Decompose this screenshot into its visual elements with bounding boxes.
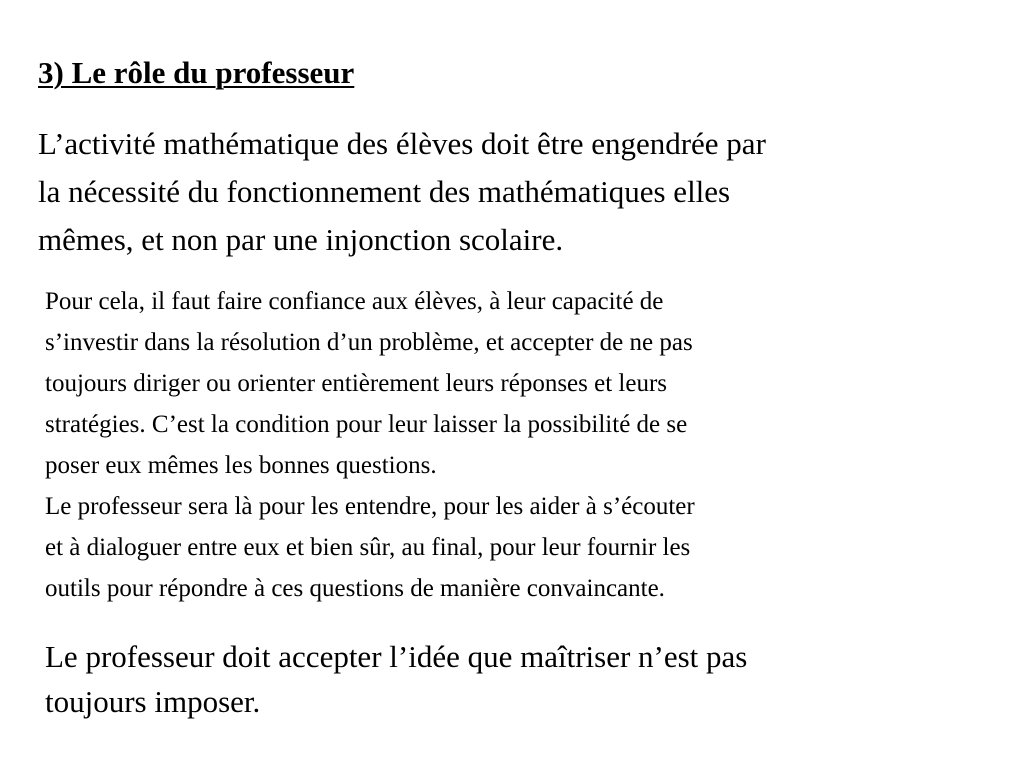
- body-line: et à dialoguer entre eux et bien sûr, au final, pour leur fournir les: [45, 534, 691, 561]
- body-line: Le professeur sera là pour les entendre, pour les aider à s’écouter: [45, 493, 695, 520]
- slide-title: 3) Le rôle du professeur: [38, 55, 355, 90]
- body-line: poser eux mêmes les bonnes questions.: [45, 452, 437, 479]
- body-paragraph-teacher-role: [45, 486, 995, 609]
- body-paragraph-trust: [45, 281, 995, 486]
- intro-line: L’activité mathématique des élèves doit être engendrée par: [38, 126, 766, 161]
- body-line: Pour cela, il faut faire confiance aux élèves, à leur capacité de: [45, 288, 664, 315]
- body-line: outils pour répondre à ces questions de manière convaincante.: [45, 575, 665, 602]
- intro-paragraph: [38, 120, 998, 264]
- conclusion-paragraph: [45, 634, 1005, 724]
- body-line: stratégies. C’est la condition pour leur laisser la possibilité de se: [45, 411, 688, 438]
- intro-line: mêmes, et non par une injonction scolaire.: [38, 222, 564, 257]
- body-line: s’investir dans la résolution d’un problème, et accepter de ne pas: [45, 329, 693, 356]
- conclusion-line: Le professeur doit accepter l’idée que maîtriser n’est pas: [45, 639, 748, 674]
- intro-line: la nécessité du fonctionnement des mathématiques elles: [38, 174, 731, 209]
- body-line: toujours diriger ou orienter entièrement leurs réponses et leurs: [45, 370, 668, 397]
- conclusion-line: toujours imposer.: [45, 684, 261, 719]
- body-text-block: [45, 281, 995, 609]
